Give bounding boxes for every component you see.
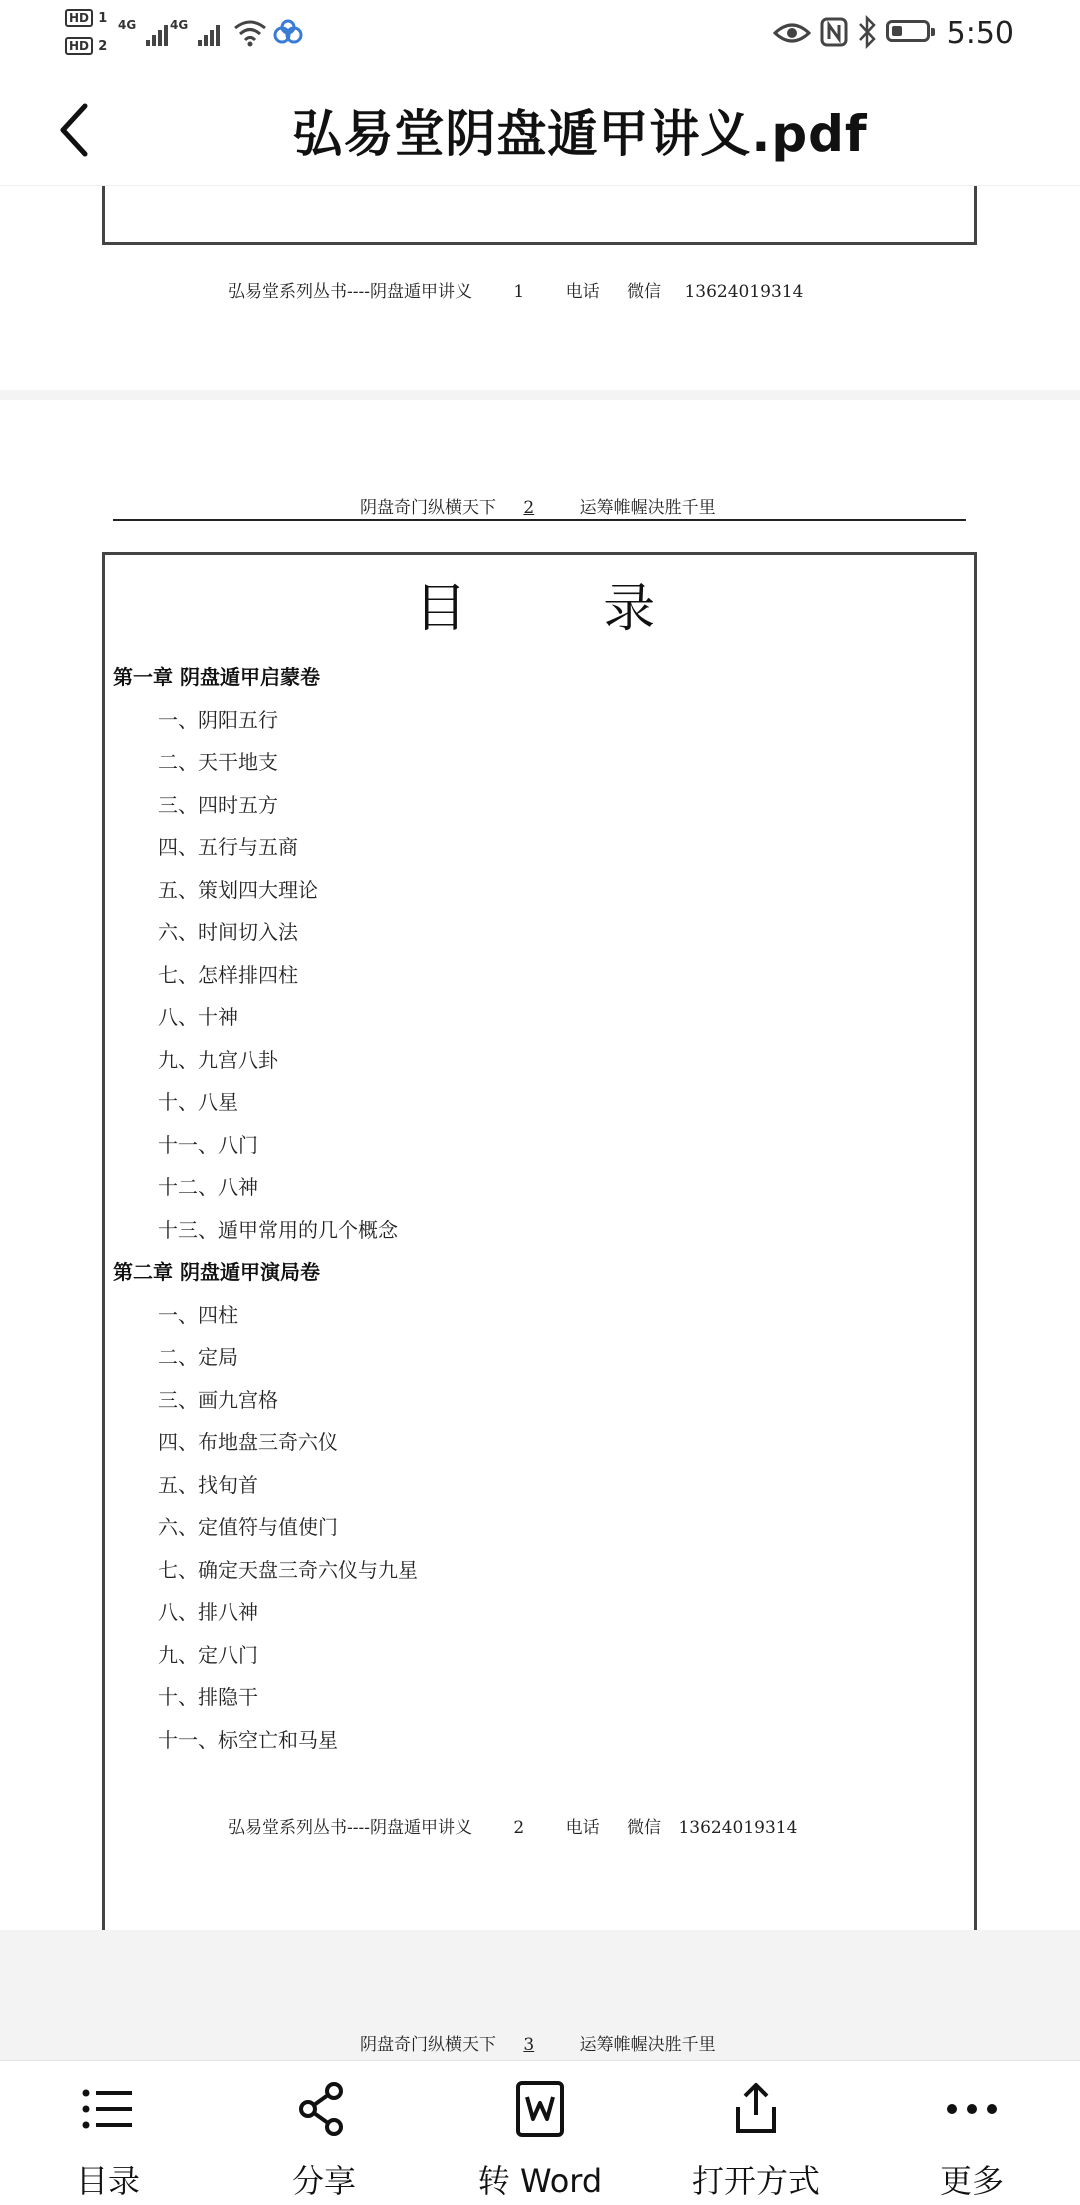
footer-phone-label: 电话 <box>565 282 600 302</box>
toc-item[interactable]: 十一、标空亡和马星 <box>158 1728 338 1752</box>
eye-icon <box>773 20 811 46</box>
nfc-icon <box>820 17 848 47</box>
toc-item[interactable]: 九、九宫八卦 <box>158 1048 278 1072</box>
toc-item[interactable]: 四、布地盘三奇六仪 <box>158 1430 338 1454</box>
footer-phone-label: 电话 <box>565 1818 600 1838</box>
pdf-page-1 <box>0 185 1080 390</box>
footer-page-number: 2 <box>513 1818 525 1838</box>
toc-item[interactable]: 十二、八神 <box>158 1175 258 1199</box>
open-with-icon <box>726 2079 786 2139</box>
toc-item[interactable]: 一、四柱 <box>158 1303 238 1327</box>
toc-item[interactable]: 八、排八神 <box>158 1600 258 1624</box>
wifi-icon <box>232 16 268 48</box>
hd2-number: 2 <box>98 39 108 54</box>
toc-item[interactable]: 七、怎样排四柱 <box>158 963 298 987</box>
toolbar-open-with-button[interactable] <box>648 2061 864 2205</box>
toc-item[interactable]: 十一、八门 <box>158 1133 258 1157</box>
battery-icon <box>886 20 930 42</box>
footer-wechat-label: 微信 <box>627 282 662 302</box>
toc-chapter[interactable]: 第二章 阴盘遁甲演局卷 <box>113 1260 320 1284</box>
toc-item[interactable]: 十、八星 <box>158 1090 238 1114</box>
list-icon <box>78 2079 138 2139</box>
toolbar-word-button[interactable] <box>432 2061 648 2205</box>
toc-item[interactable]: 六、时间切入法 <box>158 920 298 944</box>
toc-chapter[interactable]: 第一章 阴盘遁甲启蒙卷 <box>113 665 320 689</box>
bottom-toolbar <box>0 2060 1080 2205</box>
more-icon <box>942 2079 1002 2139</box>
hd1-number: 1 <box>98 11 108 26</box>
toolbar-toc-button[interactable] <box>0 2061 216 2205</box>
toolbar-toc-label: 目录 <box>75 2162 140 2200</box>
toc-item[interactable]: 二、定局 <box>158 1345 238 1369</box>
word-convert-icon <box>510 2079 570 2139</box>
footer-series: 弘易堂系列丛书----阴盘遁甲讲义 <box>228 282 472 302</box>
header-rule <box>113 519 966 521</box>
page-gap <box>0 390 1080 400</box>
network-type-1: 4G <box>118 18 137 32</box>
back-arrow-icon[interactable] <box>55 100 95 160</box>
footer-wechat-label: 微信 <box>627 1818 662 1838</box>
network-type-2: 4G <box>170 18 189 32</box>
toc-item[interactable]: 五、找旬首 <box>158 1473 258 1497</box>
hd2-indicator <box>65 37 107 55</box>
hd1-indicator <box>65 9 107 27</box>
clock: 5:50 <box>946 16 1014 51</box>
toolbar-more-label: 更多 <box>939 2162 1004 2200</box>
toolbar-open-with-label: 打开方式 <box>691 2162 820 2200</box>
toc-item[interactable]: 二、天干地支 <box>158 750 278 774</box>
footer-phone-number: 13624019314 <box>684 282 804 302</box>
app-header <box>0 70 1080 186</box>
header-right-text: 运筹帷幄决胜千里 <box>579 2035 716 2055</box>
page-footer <box>228 1813 797 1838</box>
footer-series: 弘易堂系列丛书----阴盘遁甲讲义 <box>228 1818 472 1838</box>
toc-item[interactable]: 六、定值符与值使门 <box>158 1515 338 1539</box>
cloud-link-icon <box>272 18 306 46</box>
toolbar-share-label: 分享 <box>291 2162 356 2200</box>
toc-item[interactable]: 八、十神 <box>158 1005 238 1029</box>
toc-item[interactable]: 三、画九宫格 <box>158 1388 278 1412</box>
status-bar <box>0 0 1080 70</box>
header-right-text: 运筹帷幄决胜千里 <box>579 498 716 518</box>
header-left-text: 阴盘奇门纵横天下 <box>360 498 496 518</box>
toc-item[interactable]: 七、确定天盘三奇六仪与九星 <box>158 1558 418 1582</box>
page-footer <box>228 277 803 302</box>
toc-item[interactable]: 九、定八门 <box>158 1643 258 1667</box>
toc-item[interactable]: 五、策划四大理论 <box>158 878 318 902</box>
toc-item[interactable]: 三、四时五方 <box>158 793 278 817</box>
toolbar-more-button[interactable] <box>864 2061 1080 2205</box>
share-icon <box>294 2079 354 2139</box>
header-left-text: 阴盘奇门纵横天下 <box>360 2035 496 2055</box>
toc-item[interactable]: 十、排隐干 <box>158 1685 258 1709</box>
page-header <box>360 493 716 518</box>
toolbar-word-label: 转 Word <box>477 2162 603 2200</box>
toc-item[interactable]: 四、五行与五商 <box>158 835 298 859</box>
hd1-label: HD <box>65 9 93 27</box>
bluetooth-icon <box>857 15 879 49</box>
toc-item[interactable]: 一、阴阳五行 <box>158 708 278 732</box>
page-header <box>360 2030 716 2055</box>
hd2-label: HD <box>65 37 93 55</box>
footer-phone-number: 13624019314 <box>678 1818 798 1838</box>
toc-item[interactable]: 十三、遁甲常用的几个概念 <box>158 1218 398 1242</box>
header-page-number: 2 <box>523 498 535 518</box>
header-page-number: 3 <box>523 2035 535 2055</box>
toc-title: 目 录 <box>414 579 716 639</box>
document-title: 弘易堂阴盘遁甲讲义.pdf <box>292 105 868 163</box>
toolbar-share-button[interactable] <box>216 2061 432 2205</box>
footer-page-number: 1 <box>513 282 525 302</box>
